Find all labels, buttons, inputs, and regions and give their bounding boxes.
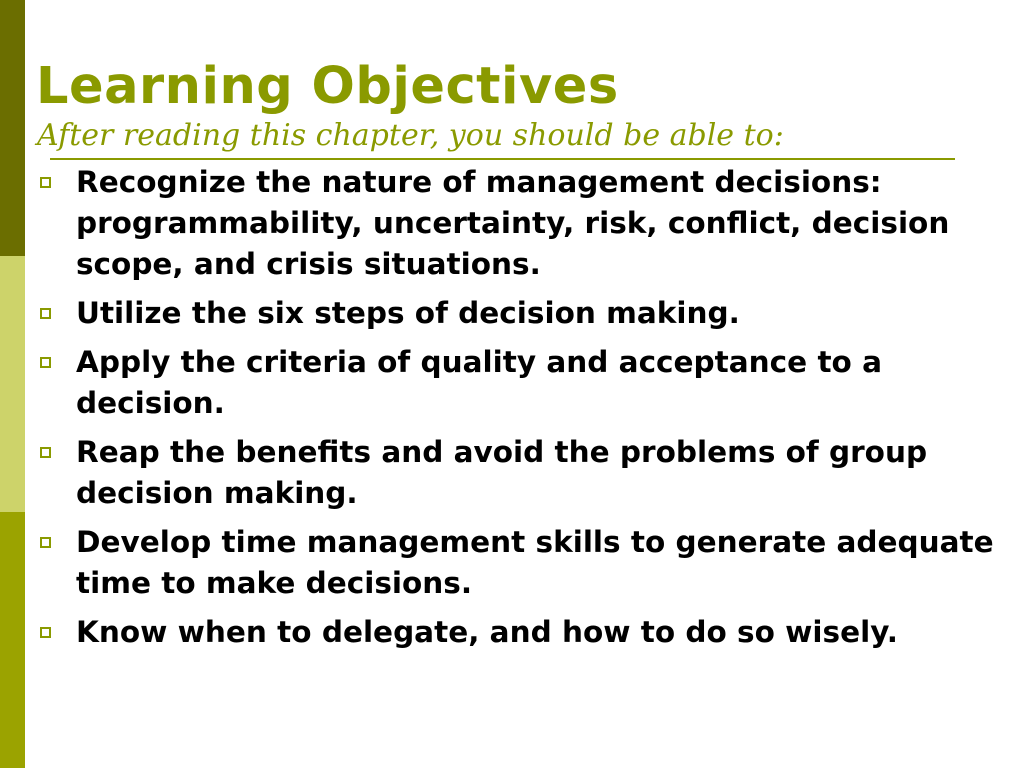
title-underline-rule xyxy=(50,158,955,160)
objective-item xyxy=(40,342,1010,424)
slide-subtitle: After reading this chapter, you should be able to: xyxy=(37,118,784,153)
objective-text: Apply the criteria of quality and acceptance to a decision. xyxy=(76,345,882,420)
objective-text: Reap the benefits and avoid the problems of group decision making. xyxy=(76,435,928,510)
side-bar-middle-band xyxy=(0,256,25,512)
side-bar-bottom-band xyxy=(0,512,25,768)
objectives-list xyxy=(40,162,1010,661)
decorative-side-bar xyxy=(0,0,25,768)
objective-text: Recognize the nature of management decisions: programmability, uncertainty, risk, conflict, decision scope, and crisis situations. xyxy=(76,165,950,281)
side-bar-top-band xyxy=(0,0,25,256)
hollow-square-bullet-icon xyxy=(40,447,51,458)
objective-item xyxy=(40,522,1010,604)
objective-text: Know when to delegate, and how to do so wisely. xyxy=(76,615,898,649)
objective-item xyxy=(40,293,1010,334)
hollow-square-bullet-icon xyxy=(40,537,51,548)
objective-item xyxy=(40,432,1010,514)
objective-text: Develop time management skills to generate adequate time to make decisions. xyxy=(76,525,994,600)
objective-item xyxy=(40,612,1010,653)
slide-title: Learning Objectives xyxy=(36,57,619,116)
hollow-square-bullet-icon xyxy=(40,308,51,319)
hollow-square-bullet-icon xyxy=(40,177,51,188)
objective-item xyxy=(40,162,1010,285)
objective-text: Utilize the six steps of decision making. xyxy=(76,296,740,330)
hollow-square-bullet-icon xyxy=(40,357,51,368)
hollow-square-bullet-icon xyxy=(40,627,51,638)
